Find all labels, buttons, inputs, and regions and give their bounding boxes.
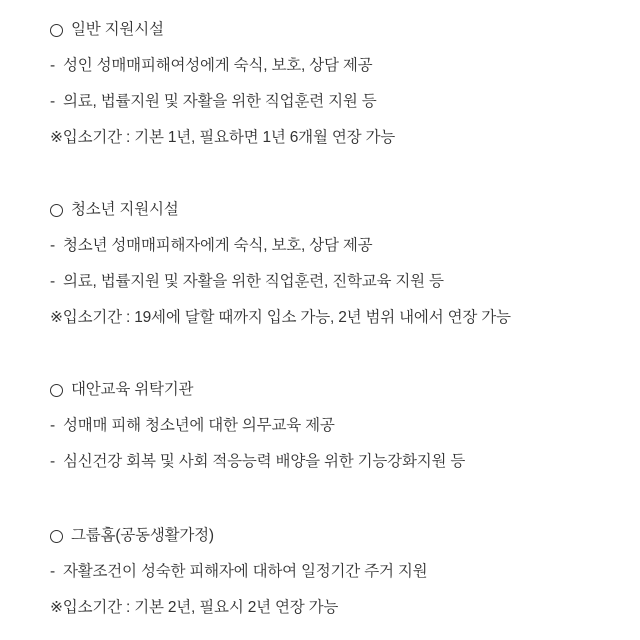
reference-mark: ※ [50, 129, 63, 146]
circle-bullet-icon [50, 204, 63, 217]
dash-bullet: - [50, 563, 55, 580]
list-item-text: 의료, 법률지원 및 자활을 위한 직업훈련 지원 등 [62, 93, 377, 110]
section-youth-facility [50, 192, 630, 336]
circle-bullet-icon [50, 530, 63, 543]
list-item [50, 228, 630, 264]
dash-bullet: - [50, 237, 55, 254]
section-heading [50, 372, 630, 408]
list-item [50, 408, 630, 444]
section-title: 그룹홈(공동생활가정) [71, 527, 214, 544]
note-text: 입소기간 : 기본 1년, 필요하면 1년 6개월 연장 가능 [62, 129, 396, 146]
list-item [50, 84, 630, 120]
dash-bullet: - [50, 417, 55, 434]
section-general-facility [50, 12, 630, 156]
admission-period-note [50, 590, 630, 626]
list-item-text: 심신건강 회복 및 사회 적응능력 배양을 위한 기능강화지원 등 [62, 453, 466, 470]
section-heading [50, 518, 630, 554]
dash-bullet: - [50, 273, 55, 290]
circle-bullet-icon [50, 24, 63, 37]
circle-bullet-icon [50, 384, 63, 397]
section-title: 대안교육 위탁기관 [71, 381, 194, 398]
list-item [50, 264, 630, 300]
reference-mark: ※ [50, 309, 63, 326]
list-item [50, 554, 630, 590]
section-heading [50, 12, 630, 48]
note-text: 입소기간 : 19세에 달할 때까지 입소 가능, 2년 범위 내에서 연장 가능 [62, 309, 511, 326]
list-item [50, 444, 630, 480]
section-group-home [50, 518, 630, 626]
note-text: 입소기간 : 기본 2년, 필요시 2년 연장 가능 [62, 599, 339, 616]
admission-period-note [50, 300, 630, 336]
section-heading [50, 192, 630, 228]
dash-bullet: - [50, 93, 55, 110]
dash-bullet: - [50, 57, 55, 74]
list-item-text: 의료, 법률지원 및 자활을 위한 직업훈련, 진학교육 지원 등 [62, 273, 444, 290]
admission-period-note [50, 120, 630, 156]
section-alternative-education [50, 372, 630, 480]
list-item-text: 청소년 성매매피해자에게 숙식, 보호, 상담 제공 [62, 237, 373, 254]
reference-mark: ※ [50, 599, 63, 616]
section-title: 일반 지원시설 [71, 21, 164, 38]
section-title: 청소년 지원시설 [71, 201, 179, 218]
list-item [50, 48, 630, 84]
list-item-text: 성매매 피해 청소년에 대한 의무교육 제공 [62, 417, 335, 434]
list-item-text: 성인 성매매피해여성에게 숙식, 보호, 상담 제공 [62, 57, 373, 74]
dash-bullet: - [50, 453, 55, 470]
list-item-text: 자활조건이 성숙한 피해자에 대하여 일정기간 주거 지원 [62, 563, 428, 580]
